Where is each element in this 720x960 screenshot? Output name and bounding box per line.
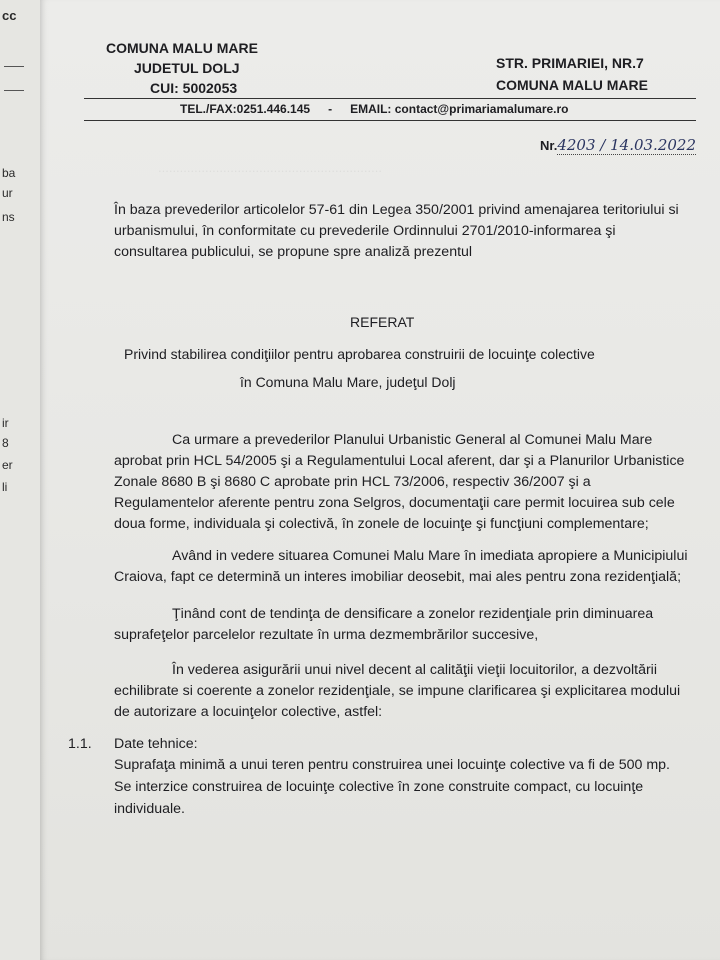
bleed-through-text: .............................................................. [158, 160, 382, 175]
paragraph-quality-of-life: În vederea asigurării unui nivel decent al calităţii vieţii locuitorilor, a dezvoltării echilibrate si coerente a zonelor rezidenţiale, se impune clarificarea şi explicitarea modului de autorizare a locuinţelor colective, astfel: [114, 662, 681, 720]
section-title: Date tehnice: [114, 736, 198, 752]
header-rule-top [84, 98, 696, 99]
registration-label: Nr. [540, 138, 558, 153]
paragraph-urban-plans: Ca urmare a prevederilor Planului Urbanistic General al Comunei Malu Mare aprobat prin HCL 54/2005 şi a Regulamentului Local aferent, dar şi a Planurilor Urbanistice Zonale 8680 B şi 8680 C aprobate prin HCL 73/2006, respectiv 36/2007 şi a Regulamentelor aferente pentru zona Selgros, documentaţii care permit locuirea sub cele doua forme, individuala şi colectivă, în zonele de locuinţe şi funcţiuni complementare; [114, 432, 685, 532]
commune-name: COMUNA MALU MARE [106, 40, 258, 56]
underlying-fragment: 8 [2, 436, 9, 450]
letterhead-left [106, 38, 258, 98]
phone-fax: TEL./FAX:0251.446.145 [180, 102, 311, 116]
letterhead-right [496, 52, 648, 96]
document-title: REFERAT [350, 314, 415, 330]
section-number: 1.1. [68, 736, 92, 752]
header-rule-bottom [84, 120, 696, 121]
underlying-rule [4, 66, 24, 67]
commune-address: COMUNA MALU MARE [496, 77, 648, 93]
document-subtitle-line1: Privind stabilirea condiţiilor pentru aprobarea construirii de locuinţe colective [124, 346, 595, 362]
contact-line [180, 102, 569, 116]
underlying-fragment: ns [2, 210, 15, 224]
street-address: STR. PRIMARIEI, NR.7 [496, 55, 644, 71]
underlying-rule [4, 90, 24, 91]
registration-handwritten: 4203 / 14.03.2022 [557, 136, 696, 154]
section-body: Suprafaţa minimă a unui teren pentru construirea unei locuinţe colective va fi de 500 mp. Se interzice construirea de locuinţe colective în zone construite compact, cu locuinţe individuale. [114, 757, 670, 817]
registration-number [540, 136, 696, 155]
underlying-fragment: ir [2, 416, 9, 430]
underlying-fragment: ba [2, 166, 16, 180]
paragraph-densification: Ţinând cont de tendinţa de densificare a zonelor rezidenţiale prin diminuarea suprafeţelor parcelelor rezultate în urma dezmembrărilor succesive, [114, 606, 654, 643]
underlying-fragment: ur [2, 186, 13, 200]
underlying-page [0, 0, 41, 960]
county-name: JUDETUL DOLJ [134, 60, 240, 76]
document-page [40, 0, 720, 960]
contact-separator: - [328, 102, 333, 116]
underlying-fragment: li [2, 480, 8, 494]
underlying-fragment: er [2, 458, 13, 472]
email: EMAIL: contact@primariamalumare.ro [350, 102, 569, 116]
underlying-fragment: cc [2, 8, 17, 23]
fiscal-code: CUI: 5002053 [150, 80, 238, 96]
intro-paragraph: În baza prevederilor articolelor 57-61 din Legea 350/2001 privind amenajarea teritoriului si urbanismului, în conformitate cu prevederile Ordinnului 2701/2010-informarea şi consultarea publicului, se propune spre analiză prezentul [114, 202, 679, 260]
document-subtitle-line2: în Comuna Malu Mare, judeţul Dolj [240, 374, 456, 390]
paragraph-location: Având in vedere situarea Comunei Malu Mare în imediata apropiere a Municipiului Craiova, fapt ce determină un interes imobiliar deosebit, mai ales pentru zona rezidenţială; [114, 548, 688, 585]
